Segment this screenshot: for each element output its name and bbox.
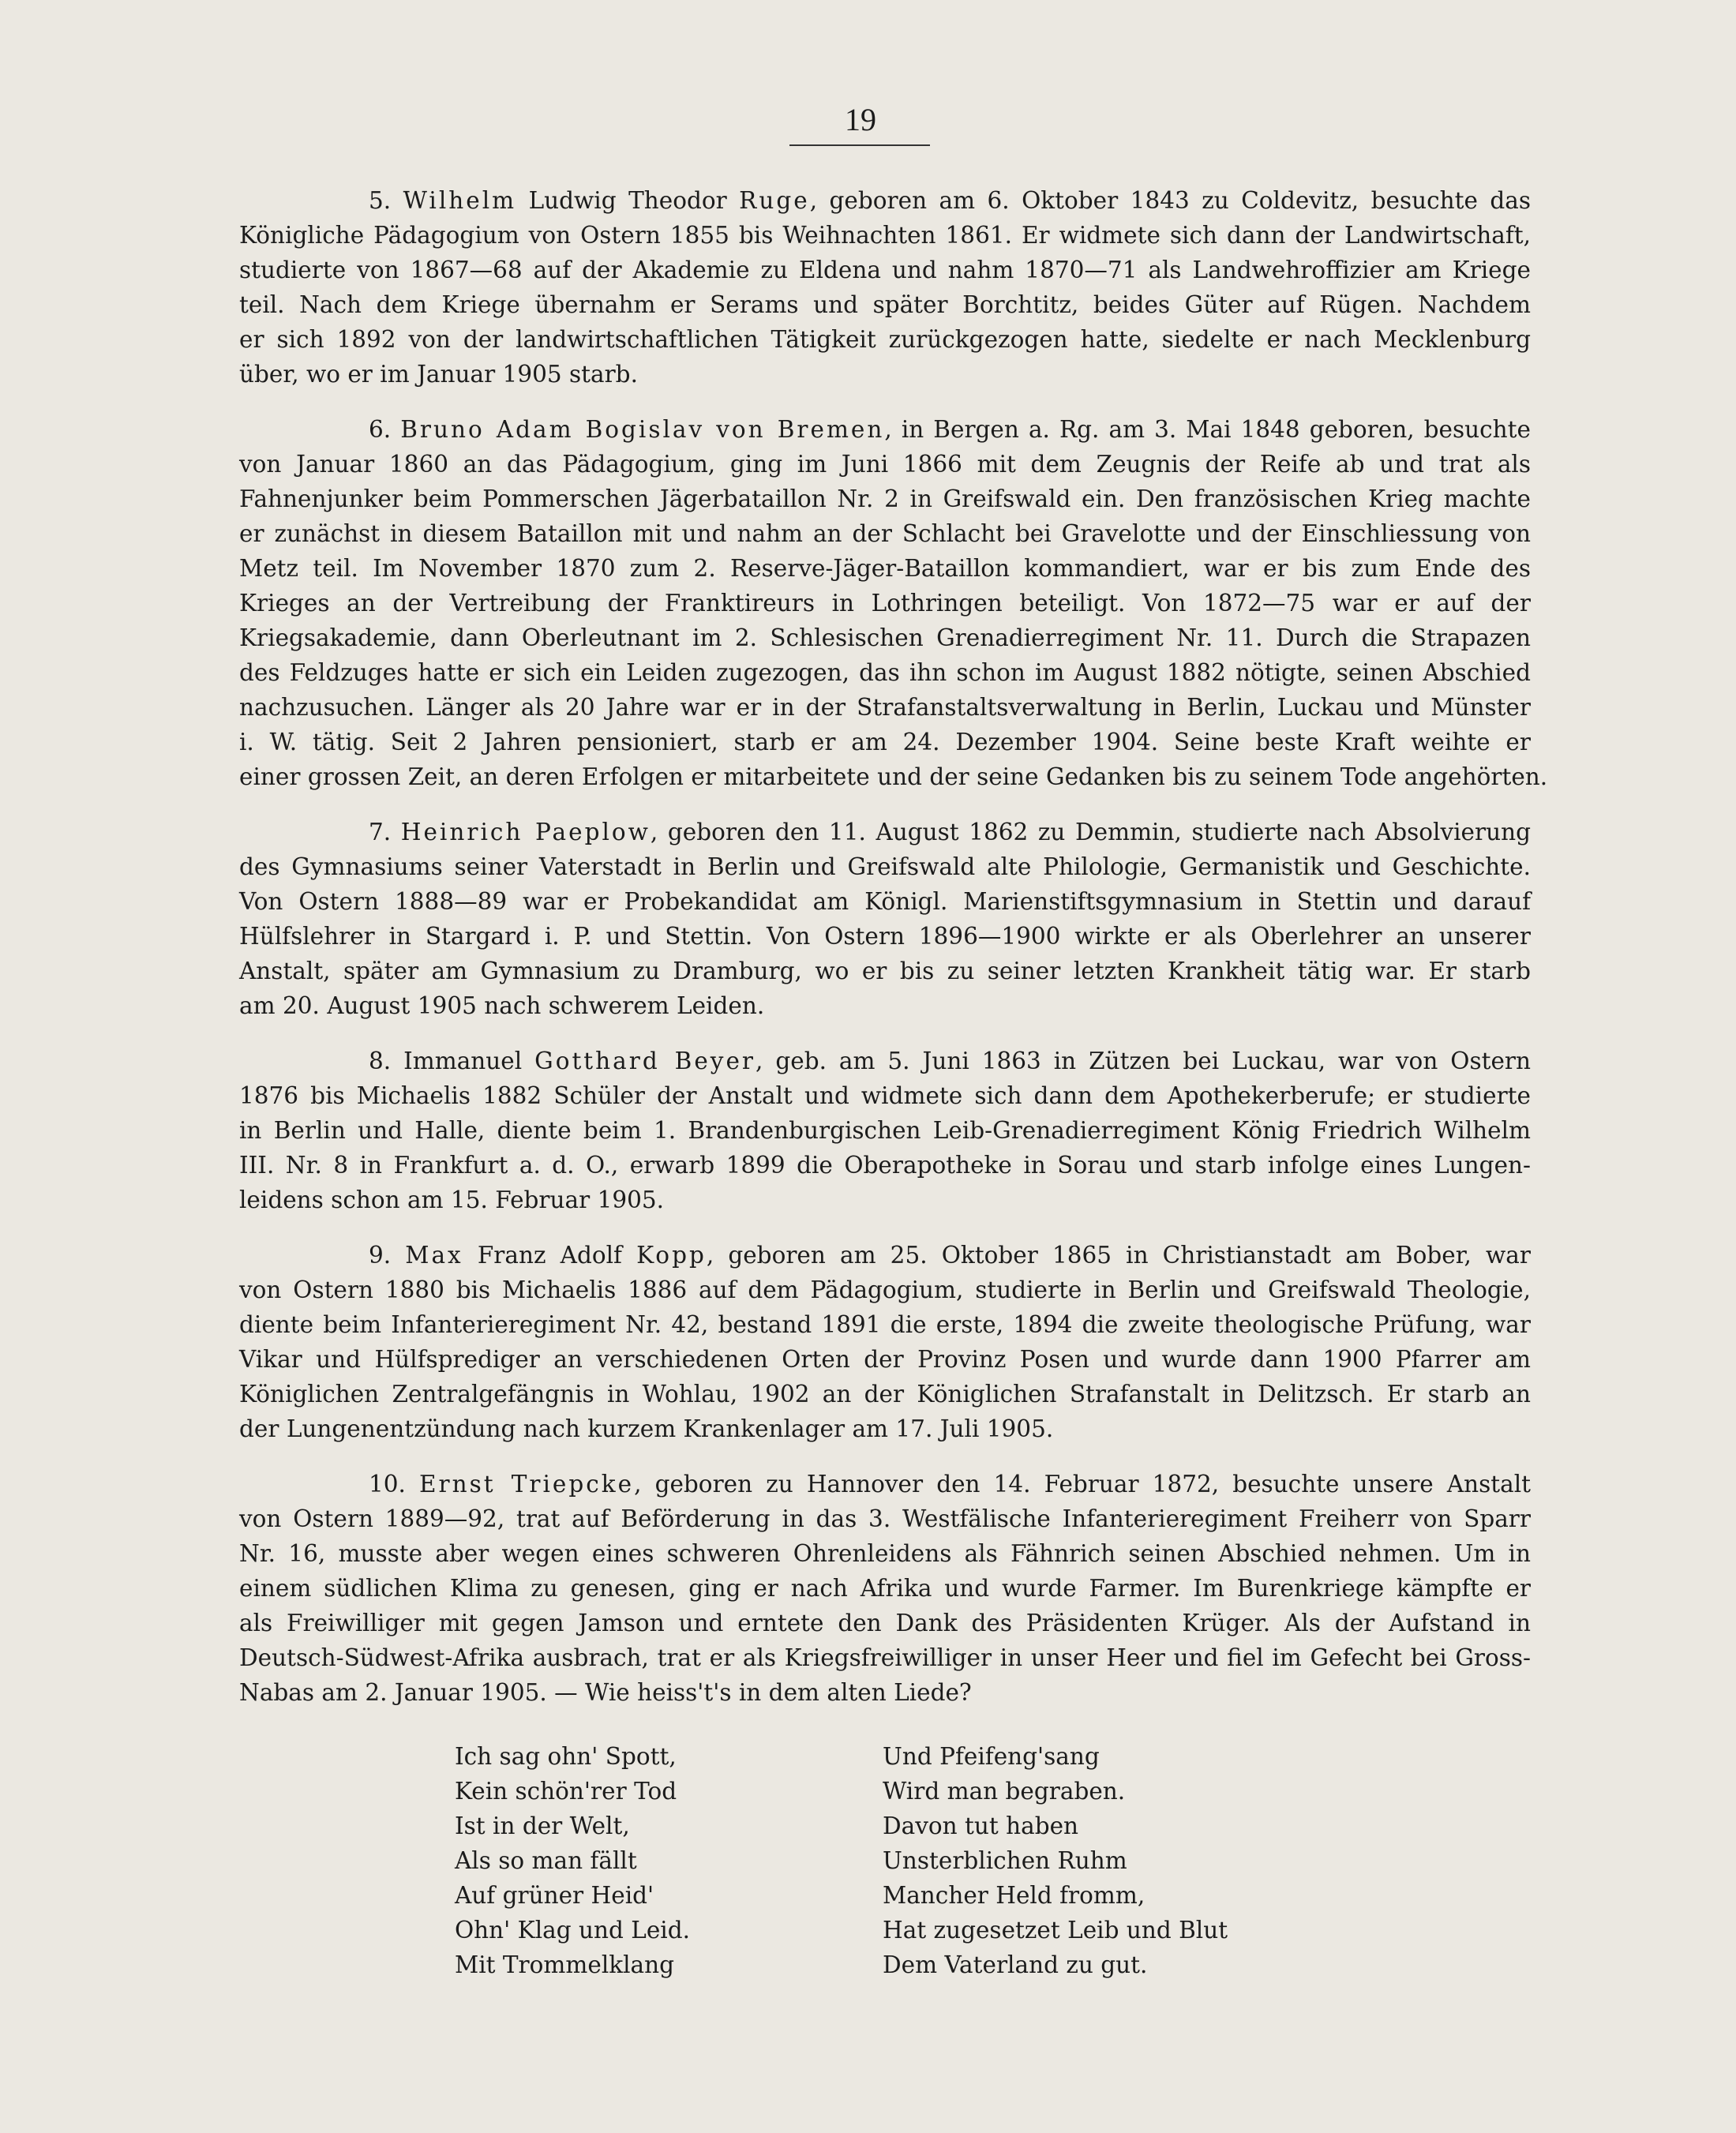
line-text: der Lungenentzündung nach kurzem Krankenlager am 17. Juli 1905. [239, 1415, 1054, 1442]
poem-verse-left: Als so man fällt [455, 1847, 637, 1874]
line-text: Ludwig Theodor [516, 187, 740, 214]
entry-line [239, 1113, 1531, 1148]
line-text: Hülfslehrer in Stargard i. P. und Stettin. Von Ostern 1896—1900 wirkte er als Oberlehrer an unserer [239, 923, 1531, 950]
entry-line [239, 1148, 1531, 1183]
line-text: Franz Adolf [463, 1242, 637, 1269]
person-name: Wilhelm [403, 187, 517, 214]
entry-first-line [369, 1044, 1531, 1078]
entry-line [239, 551, 1531, 586]
poem-verse-left: Ist in der Welt, [455, 1812, 630, 1839]
person-name: Heinrich Paeplow [400, 819, 651, 845]
line-text: 7. [369, 819, 401, 845]
line-text: einem südlichen Klima zu genesen, ging er nach Afrika und wurde Farmer. Im Burenkriege kämpfte er [239, 1575, 1531, 1602]
entry-line [239, 287, 1531, 322]
line-text: , in Bergen a. Rg. am 3. Mai 1848 geboren, besuchte [884, 416, 1531, 443]
entry-line [239, 1606, 1531, 1640]
line-text: in Berlin und Halle, diente beim 1. Brandenburgischen Leib-Grenadierregiment König Friedrich Wilhelm [239, 1117, 1531, 1144]
entry-line [239, 690, 1531, 725]
obituary-list [0, 183, 1736, 1730]
line-text: am 20. August 1905 nach schwerem Leiden. [239, 992, 765, 1019]
poem-row [455, 1878, 1244, 1913]
page-number: 19 [845, 102, 876, 137]
poem-verse-left: Ich sag ohn' Spott, [455, 1743, 677, 1770]
line-text: Metz teil. Im November 1870 zum 2. Reserve-Jäger-Bataillon kommandiert, war er bis zum Ende des [239, 555, 1531, 582]
line-text: 6. [369, 416, 401, 443]
entry-line [239, 620, 1531, 655]
line-text: Fahnenjunker beim Pommerschen Jägerbataillon Nr. 2 in Greifswald ein. Den französischen Krieg machte [239, 485, 1531, 512]
line-text: als Freiwilliger mit gegen Jamson und erntete den Dank des Präsidenten Krüger. Als der Aufstand in [239, 1610, 1531, 1636]
poem-verse-right: Wird man begraben. [883, 1778, 1126, 1805]
line-text: des Feldzuges hatte er sich ein Leiden zugezogen, das ihn schon im August 1882 nötigte, seinen Abschied [239, 659, 1531, 686]
line-text: er sich 1892 von der landwirtschaftlichen Tätigkeit zurückgezogen hatte, siedelte er nach Mecklenburg [239, 326, 1531, 353]
person-name: Max [405, 1242, 463, 1269]
entry-line [239, 1536, 1531, 1571]
line-text: Kriegsakademie, dann Oberleutnant im 2. Schlesischen Grenadierregiment Nr. 11. Durch die Strapazen [239, 624, 1531, 651]
obituary-entry [0, 815, 1736, 1023]
entry-line [239, 218, 1531, 253]
poem-verse-right: Davon tut haben [883, 1812, 1079, 1839]
line-text: , geb. am 5. Juni 1863 in Zützen bei Luckau, war von Ostern [756, 1048, 1531, 1074]
line-text: diente beim Infanterieregiment Nr. 42, bestand 1891 die erste, 1894 die zweite theologische Prüfung, war [239, 1311, 1531, 1338]
person-name: Gotthard Beyer [534, 1048, 756, 1074]
line-text: Deutsch-Südwest-Afrika ausbrach, trat er als Kriegsfreiwilliger in unser Heer und fiel im Gefecht bei Gross- [239, 1644, 1531, 1671]
poem-verse-right: Hat zugesetzet Leib und Blut [883, 1917, 1228, 1944]
poem-row [455, 1843, 1244, 1878]
line-text: Anstalt, später am Gymnasium zu Dramburg, wo er bis zu seiner letzten Krankheit tätig war. Er starb [239, 958, 1531, 984]
line-text: i. W. tätig. Seit 2 Jahren pensioniert, starb er am 24. Dezember 1904. Seine beste Kraft weihte er [239, 729, 1531, 755]
entry-line [239, 884, 1531, 919]
poem-row [455, 1774, 1244, 1809]
obituary-entry [0, 1467, 1736, 1710]
line-text: über, wo er im Januar 1905 starb. [239, 361, 638, 388]
obituary-entry [0, 183, 1736, 392]
poem-verse-left: Kein schön'rer Tod [455, 1778, 677, 1805]
entry-line [239, 759, 1548, 794]
entry-line [239, 725, 1531, 759]
entry-line [239, 357, 1531, 392]
line-text: 1876 bis Michaelis 1882 Schüler der Anstalt und widmete sich dann dem Apothekerberufe; er studierte [239, 1082, 1531, 1109]
entry-line [239, 482, 1531, 516]
line-text: er zunächst in diesem Bataillon mit und nahm an der Schlacht bei Gravelotte und der Einschliessung von [239, 520, 1531, 547]
obituary-entry [0, 1238, 1736, 1446]
line-text: Königlichen Zentralgefängnis in Wohlau, 1902 an der Königlichen Strafanstalt in Delitzsch. Er starb an [239, 1381, 1531, 1408]
line-text: teil. Nach dem Kriege übernahm er Serams und später Borchtitz, beides Güter auf Rügen. Nachdem [239, 291, 1531, 318]
person-name: Bruno Adam Bogislav von Bremen [400, 416, 885, 443]
entry-line [239, 586, 1531, 620]
line-text: Vikar und Hülfsprediger an verschiedenen Orten der Provinz Posen und wurde dann 1900 Pfarrer am [239, 1346, 1531, 1373]
line-text: von Ostern 1889—92, trat auf Beförderung in das 3. Westfälische Infanterieregiment Freiherr von Sparr [239, 1505, 1531, 1532]
entry-line [239, 849, 1531, 884]
entry-line [239, 322, 1531, 357]
line-text: Von Ostern 1888—89 war er Probekandidat am Königl. Marienstiftsgymnasium in Stettin und darauf [239, 888, 1531, 915]
line-text: III. Nr. 8 in Frankfurt a. d. O., erwarb 1899 die Oberapotheke in Sorau und starb infolge eines Lungen- [239, 1152, 1531, 1179]
entry-line [239, 447, 1531, 482]
poem-verse-right: Und Pfeifeng'sang [883, 1743, 1100, 1770]
poem-verse-left: Ohn' Klag und Leid. [455, 1917, 690, 1944]
line-text: leidens schon am 15. Februar 1905. [239, 1186, 665, 1213]
entry-line [239, 1377, 1531, 1411]
entry-line [239, 1675, 1531, 1710]
line-text: Königliche Pädagogium von Ostern 1855 bis Weihnachten 1861. Er widmete sich dann der Landwirtschaft, [239, 222, 1531, 249]
poem-verse-right: Dem Vaterland zu gut. [883, 1951, 1148, 1978]
line-text: Krieges an der Vertreibung der Franktireurs in Lothringen beteiligt. Von 1872—75 war er auf der [239, 590, 1531, 617]
line-text: 9. [369, 1242, 406, 1269]
line-text: von Januar 1860 an das Pädagogium, ging im Juni 1866 mit dem Zeugnis der Reife ab und trat als [239, 451, 1531, 478]
entry-first-line [369, 412, 1531, 447]
entry-line [239, 1640, 1531, 1675]
entry-line [239, 1411, 1531, 1446]
entry-line [239, 1571, 1531, 1606]
line-text: 10. [369, 1471, 419, 1498]
poem-verse-right: Unsterblichen Ruhm [883, 1847, 1127, 1874]
poem-row [455, 1913, 1244, 1947]
entry-line [239, 253, 1531, 287]
line-text: 8. Immanuel [369, 1048, 535, 1074]
obituary-entry [0, 1044, 1736, 1217]
entry-line [239, 655, 1531, 690]
line-text: , geboren den 11. August 1862 zu Demmin, studierte nach Absolvierung [650, 819, 1531, 845]
poem-row [455, 1739, 1244, 1774]
entry-line [239, 919, 1531, 954]
entry-first-line [369, 183, 1531, 218]
person-name: Kopp [636, 1242, 707, 1269]
entry-line [239, 954, 1531, 988]
line-text: des Gymnasiums seiner Vaterstadt in Berlin und Greifswald alte Philologie, Germanistik und Geschichte. [239, 853, 1531, 880]
entry-line [239, 1183, 1531, 1217]
entry-line [239, 1342, 1531, 1377]
entry-line [239, 988, 1531, 1023]
line-text: studierte von 1867—68 auf der Akademie zu Eldena und nahm 1870—71 als Landwehroffizier am Kriege [239, 257, 1531, 283]
entry-line [239, 516, 1531, 551]
poem [455, 1739, 1244, 1982]
line-text: einer grossen Zeit, an deren Erfolgen er mitarbeitete und der seine Gedanken bis zu seinem Tode angehörten. [239, 763, 1548, 790]
entry-first-line [369, 815, 1531, 849]
line-text: von Ostern 1880 bis Michaelis 1886 auf dem Pädagogium, studierte in Berlin und Greifswald Theologie, [239, 1276, 1531, 1303]
person-name: Ernst Triepcke [419, 1471, 635, 1498]
poem-verse-right: Mancher Held fromm, [883, 1882, 1145, 1909]
poem-row [455, 1947, 1244, 1982]
line-text: Nabas am 2. Januar 1905. — Wie heiss't's in dem alten Liede? [239, 1679, 972, 1706]
line-text: nachzusuchen. Länger als 20 Jahre war er in der Strafanstaltsverwaltung in Berlin, Luckau und Münster [239, 694, 1531, 721]
line-text: , geboren zu Hannover den 14. Februar 1872, besuchte unsere Anstalt [634, 1471, 1532, 1498]
line-text: , geboren am 6. Oktober 1843 zu Coldevitz, besuchte das [809, 187, 1531, 214]
entry-line [239, 1273, 1531, 1307]
poem-row [455, 1809, 1244, 1843]
poem-verse-left: Auf grüner Heid' [455, 1882, 654, 1909]
poem-verse-left: Mit Trommelklang [455, 1951, 675, 1978]
entry-first-line [369, 1467, 1531, 1501]
entry-line [239, 1307, 1531, 1342]
obituary-entry [0, 412, 1736, 794]
line-text: , geboren am 25. Oktober 1865 in Christianstadt am Bober, war [706, 1242, 1531, 1269]
entry-line [239, 1501, 1531, 1536]
entry-line [239, 1078, 1531, 1113]
line-text: Nr. 16, musste aber wegen eines schweren Ohrenleidens als Fähnrich seinen Abschied nehmen. Um in [239, 1540, 1531, 1567]
person-name: Ruge [739, 187, 810, 214]
line-text: 5. [369, 187, 403, 214]
entry-first-line [369, 1238, 1531, 1273]
page-number-rule [789, 144, 930, 146]
